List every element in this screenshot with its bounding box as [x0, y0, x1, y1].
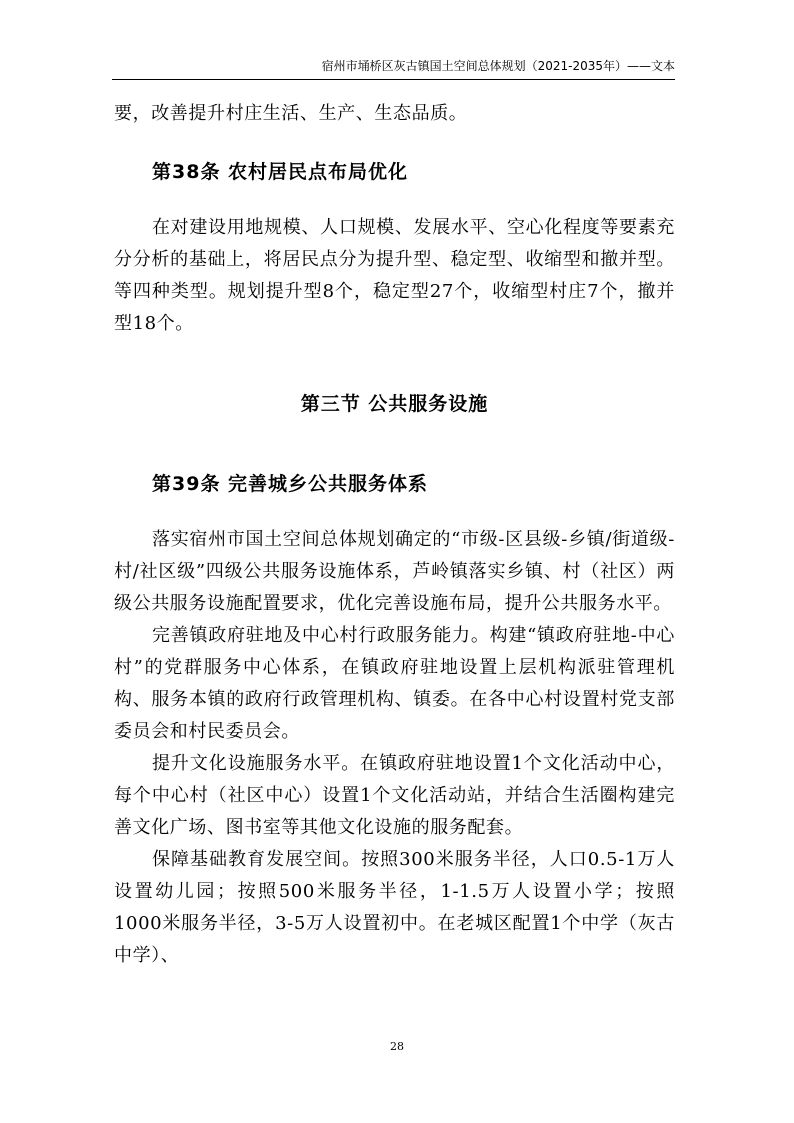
intro-paragraph-tail: 要，改善提升村庄生活、生产、生态品质。	[114, 103, 468, 124]
article-39-paragraph-3: 提升文化设施服务水平。在镇政府驻地设置1个文化活动中心，每个中心村（社区中心）设置1个文化活动站，并结合生活圈构建完善文化广场、图书室等其他文化设施的服务配套。	[114, 753, 675, 838]
article-39-paragraph-1: 落实宿州市国土空间总体规划确定的“市级-区县级-乡镇/街道级-村/社区级”四级公共服务设施体系，芦岭镇落实乡镇、村（社区）两级公共服务设施配置要求，优化完善设施布局，提升公共服务水平。	[114, 529, 675, 614]
section-3-heading: 第三节 公共服务设施	[300, 393, 489, 415]
article-39-paragraph-2: 完善镇政府驻地及中心村行政服务能力。构建“镇政府驻地-中心村”的党群服务中心体系，在镇政府驻地设置上层机构派驻管理机构、服务本镇的政府行政管理机构、镇委。在各中心村设置村党支部委员会和村民委员会。	[114, 625, 675, 742]
running-header: 宿州市埇桥区灰古镇国土空间总体规划（2021-2035年）——文本	[321, 59, 675, 73]
document-body	[114, 98, 675, 972]
header-rule	[112, 79, 675, 80]
page-number: 28	[390, 1040, 404, 1053]
article-39-heading: 第39条 完善城乡公共服务体系	[152, 473, 429, 495]
article-38-paragraph: 在对建设用地规模、人口规模、发展水平、空心化程度等要素充分分析的基础上，将居民点分为提升型、稳定型、收缩型和撤并型。等四种类型。规划提升型8个，稳定型27个，收缩型村庄7个，撤并型18个。	[114, 217, 675, 334]
article-38-heading: 第38条 农村居民点布局优化	[152, 161, 409, 183]
article-39-paragraph-4: 保障基础教育发展空间。按照300米服务半径，人口0.5-1万人设置幼儿园；按照500米服务半径，1-1.5万人设置小学；按照1000米服务半径，3-5万人设置初中。在老城区配置1个中学（灰古中学）、	[114, 849, 675, 966]
